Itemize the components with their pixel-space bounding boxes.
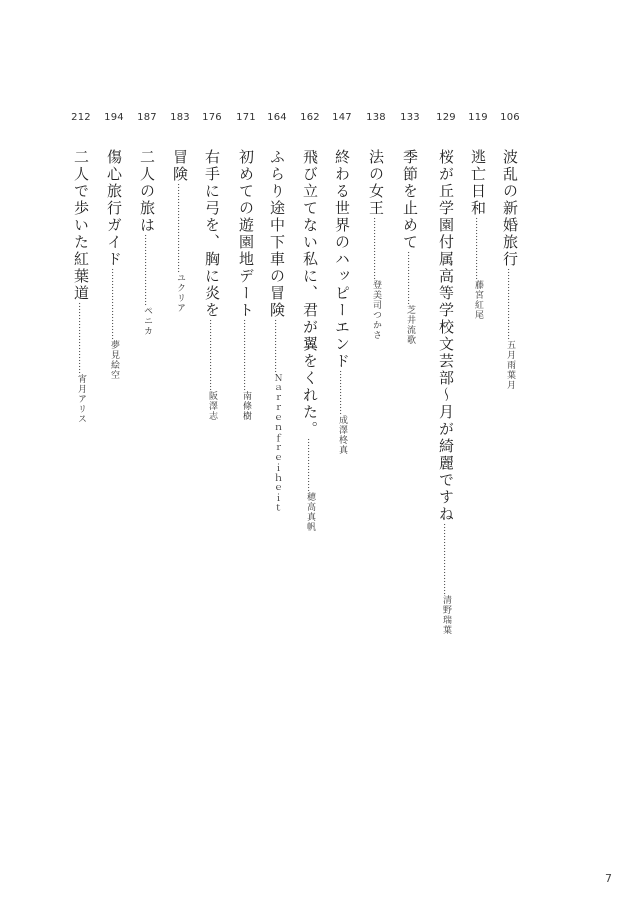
entry-page-number: 106 [500, 112, 520, 123]
dot-leader: …………………… [207, 319, 217, 391]
entry-line [266, 149, 288, 513]
entry-author: 宵月アリス [76, 374, 86, 424]
entry-author: 成澤柊真 [337, 415, 347, 455]
entry-line [365, 149, 387, 340]
entry-page-number: 176 [202, 112, 222, 123]
entry-title: 右手に弓を、胸に炎を [203, 149, 221, 319]
entry-title: 飛び立てない私に、君が翼をくれた。 [301, 149, 319, 438]
entry-page-number: 194 [104, 112, 124, 123]
dot-leader: …………………… [441, 523, 451, 595]
entry-author: ユクリア [175, 273, 185, 313]
entry-line [331, 149, 353, 455]
entry-title: 季節を止めて [401, 149, 419, 251]
entry-title: 桜が丘学園付属高等学校文芸部〜月が綺麗ですね [437, 149, 455, 523]
entry-line [299, 149, 321, 532]
dot-leader: ………………… [473, 217, 483, 280]
dot-leader: ……………… [305, 438, 315, 492]
entry-page-number: 162 [300, 112, 320, 123]
dot-leader: …………………… [241, 319, 251, 391]
entry-author: 南條樹 [241, 391, 251, 421]
entry-line [169, 149, 191, 313]
entry-author: 藤宮紅尾 [473, 280, 483, 320]
entry-line [201, 149, 223, 421]
dot-leader: …………………… [505, 268, 515, 340]
entry-page-number: 133 [400, 112, 420, 123]
entry-author: Ｎａｒｒｅｎｆｒｅｉｈｅｉｔ [272, 373, 282, 513]
dot-leader: ……………… [405, 251, 415, 305]
dot-leader: …………………… [109, 268, 119, 340]
dot-leader: …………………… [76, 302, 86, 374]
entry-title: 法の女王 [367, 149, 385, 217]
entry-line [499, 149, 521, 390]
entry-line [70, 149, 92, 424]
entry-title: 二人で歩いた紅葉道 [72, 149, 90, 302]
entry-author: 阪澤志 [207, 391, 217, 421]
entry-author: 登美司つかさ [371, 280, 381, 340]
entry-line [136, 149, 158, 336]
entry-page-number: 164 [267, 112, 287, 123]
entry-title: 初めての遊園地デート [237, 149, 255, 319]
dot-leader: ………………… [371, 217, 381, 280]
entry-author: ペニカ [142, 306, 152, 336]
entry-title: 二人の旅は [138, 149, 156, 234]
entry-title: 終わる世界のハッピーエンド [333, 149, 351, 370]
entry-page-number: 187 [137, 112, 157, 123]
page-folio-number: 7 [605, 872, 612, 885]
dot-leader: ……………… [272, 319, 282, 373]
entry-line [103, 149, 125, 380]
entry-page-number: 212 [71, 112, 91, 123]
entry-title: 逃亡日和 [469, 149, 487, 217]
entry-author: 夢見絵空 [109, 340, 119, 380]
entry-title: 冒険 [171, 149, 189, 183]
entry-page-number: 171 [236, 112, 256, 123]
entry-title: 波乱の新婚旅行 [501, 149, 519, 268]
entry-title: ふらり途中下車の冒険 [268, 149, 286, 319]
entry-line [399, 149, 421, 345]
entry-page-number: 183 [170, 112, 190, 123]
dot-leader: …………… [337, 370, 347, 415]
entry-page-number: 147 [332, 112, 352, 123]
entry-line [467, 149, 489, 320]
entry-title: 傷心旅行ガイド [105, 149, 123, 268]
entry-author: 芝井流歌 [405, 305, 415, 345]
dot-leader: …………………… [142, 234, 152, 306]
entry-author: 清野瑞葉 [441, 595, 451, 635]
entry-page-number: 129 [436, 112, 456, 123]
dot-leader: ………………………… [175, 183, 185, 273]
entry-line [235, 149, 257, 421]
entry-author: 五月雨葉月 [505, 340, 515, 390]
entry-page-number: 119 [468, 112, 488, 123]
entry-page-number: 138 [366, 112, 386, 123]
entry-line [435, 149, 457, 635]
entry-author: 穂高真帆 [305, 492, 315, 532]
